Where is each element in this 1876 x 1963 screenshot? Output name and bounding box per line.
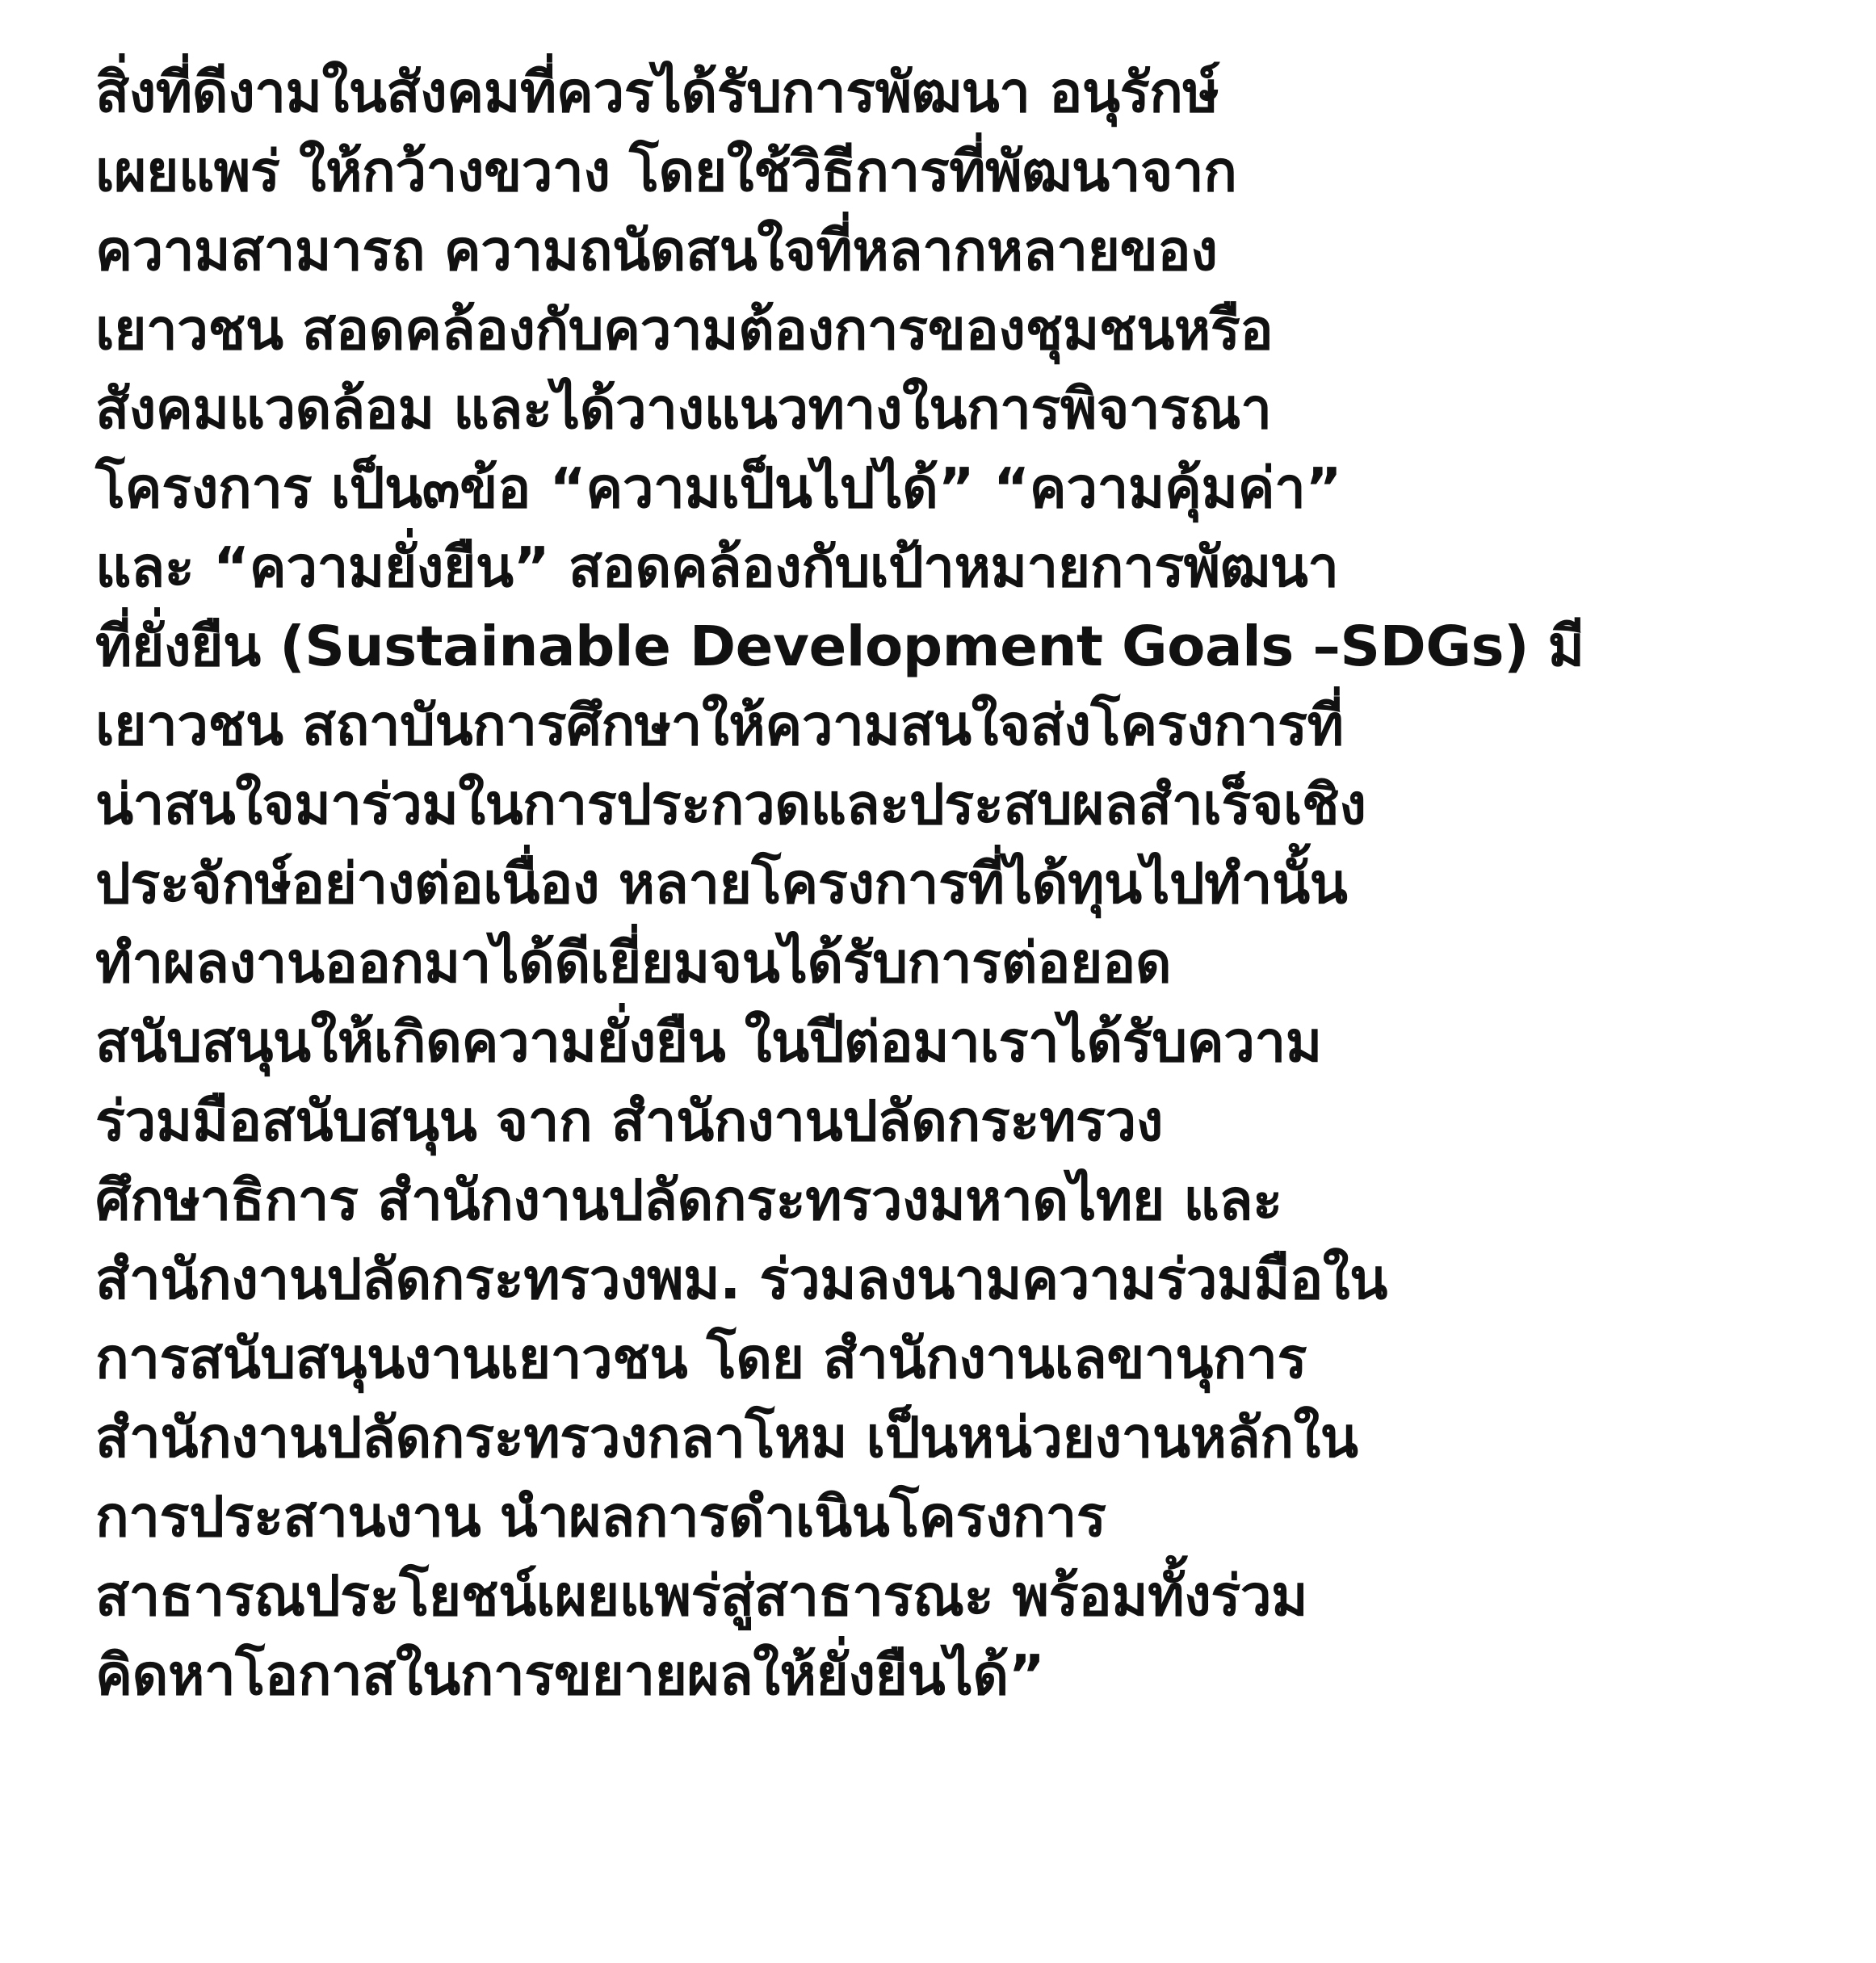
paragraph-line: และ “ความยั่งยืน” สอดคล้องกับเป้าหมายการพัฒนา [95, 535, 1339, 600]
paragraph-line: สำนักงานปลัดกระทรวงกลาโหม เป็นหน่วยงานหลักใน [95, 1406, 1358, 1470]
paragraph-line: เผยแพร่ ให้กว้างขวาง โดยใช้วิธีการที่พัฒนาจาก [95, 140, 1237, 204]
paragraph-line: สังคมแวดล้อม และได้วางแนวทางในการพิจารณา [95, 377, 1272, 442]
paragraph-line: ที่ยั่งยืน (Sustainable Development Goals –SDGs) มี [95, 614, 1584, 679]
paragraph-line: สิ่งที่ดีงามในสังคมที่ควรได้รับการพัฒนา อนุรักษ์ [95, 61, 1219, 125]
paragraph-line: น่าสนใจมาร่วมในการประกวดและประสบผลสำเร็จเชิง [95, 773, 1366, 837]
paragraph-line: การประสานงาน นำผลการดำเนินโครงการ [95, 1485, 1106, 1550]
paragraph-line: สำนักงานปลัดกระทรวงพม. ร่วมลงนามความร่วมมือใน [95, 1248, 1387, 1312]
paragraph-line: ประจักษ์อย่างต่อเนื่อง หลายโครงการที่ได้ทุนไปทำนั้น [95, 852, 1348, 916]
paragraph-line: สาธารณประโยชน์เผยแพร่สู่สาธารณะ พร้อมทั้งร่วม [95, 1564, 1308, 1629]
paragraph-line: ทำผลงานออกมาได้ดีเยี่ยมจนได้รับการต่อยอด [95, 931, 1172, 996]
paragraph-line: ความสามารถ ความถนัดสนใจที่หลากหลายของ [95, 219, 1218, 283]
paragraph-line: ร่วมมือสนับสนุน จาก สำนักงานปลัดกระทรวง [95, 1089, 1163, 1154]
paragraph-line: เยาวชน สอดคล้องกับความต้องการของชุมชนหรือ [95, 298, 1274, 363]
paragraph-line: สนับสนุนให้เกิดความยั่งยืน ในปีต่อมาเราได้รับความ [95, 1010, 1322, 1075]
paragraph-line: เยาวชน สถาบันการศึกษาให้ความสนใจส่งโครงการที่ [95, 694, 1344, 758]
paragraph-line: ศึกษาธิการ สำนักงานปลัดกระทรวงมหาดไทย และ [95, 1168, 1282, 1233]
paragraph-line: การสนับสนุนงานเยาวชน โดย สำนักงานเลขานุการ [95, 1327, 1307, 1391]
paragraph-line: คิดหาโอกาสในการขยายผลให้ยั่งยืนได้” [95, 1643, 1045, 1708]
body-paragraph [95, 53, 1832, 1715]
paragraph-line: โครงการ เป็น๓ข้อ “ความเป็นไปได้” “ความคุ้มค่า” [95, 456, 1342, 521]
